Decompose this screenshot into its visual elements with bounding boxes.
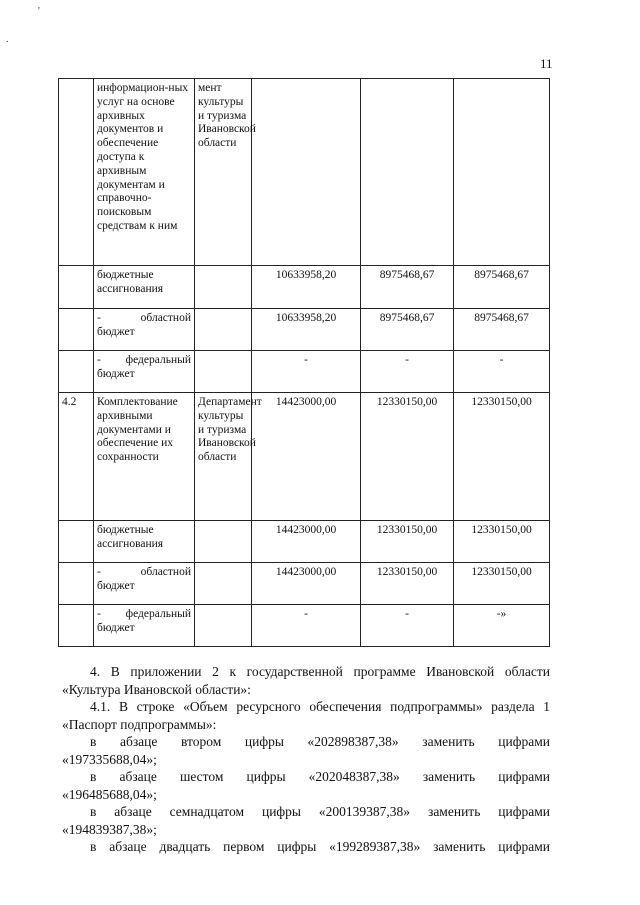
paragraph-line: в абзаце семнадцатом цифры «200139387,38» заменить цифрами xyxy=(90,804,550,819)
table-row xyxy=(59,521,550,563)
paragraph-line: в абзаце втором цифры «202898387,38» заменить цифрами xyxy=(90,734,550,749)
value-cell-2: 12330150,00 xyxy=(361,393,454,521)
row-number-cell xyxy=(59,266,94,309)
row-number-cell xyxy=(59,79,94,266)
activity-name-cell: - областной бюджет xyxy=(94,309,195,351)
scan-mark: ' xyxy=(38,6,40,17)
executor-cell xyxy=(195,605,252,647)
budget-table xyxy=(58,78,550,647)
executor-cell xyxy=(195,266,252,309)
table-row xyxy=(59,605,550,647)
value-cell-3: 8975468,67 xyxy=(454,266,550,309)
value-cell-1: - xyxy=(252,351,361,393)
value-cell-2: 8975468,67 xyxy=(361,266,454,309)
value-cell-3: - xyxy=(454,351,550,393)
executor-cell xyxy=(195,521,252,563)
activity-name-cell: - федеральный бюджет xyxy=(94,605,195,647)
row-number-cell xyxy=(59,309,94,351)
value-cell-3: 12330150,00 xyxy=(454,521,550,563)
activity-name-cell: - областной бюджет xyxy=(94,563,195,605)
executor-cell: мент культуры и туризма Ивановской области xyxy=(195,79,252,266)
paragraph-line: «194839387,38»; xyxy=(62,821,157,837)
value-cell-3: 12330150,00 xyxy=(454,563,550,605)
executor-cell xyxy=(195,563,252,605)
value-cell-1: 10633958,20 xyxy=(252,309,361,351)
paragraph-4: 4. В приложении 2 к государственной программе Ивановской области «Культура Ивановской области»: xyxy=(62,664,550,697)
table-row xyxy=(59,79,550,266)
row-number-cell: 4.2 xyxy=(59,393,94,521)
paragraph-4-1: 4.1. В строке «Объем ресурсного обеспечения подпрограммы» раздела 1 «Паспорт подпрограммы»: xyxy=(62,699,550,732)
value-cell-2 xyxy=(361,79,454,266)
activity-name-cell: бюджетные ассигнования xyxy=(94,521,195,563)
value-cell-2: 12330150,00 xyxy=(361,563,454,605)
activity-name-cell: бюджетные ассигнования xyxy=(94,266,195,309)
row-number-cell xyxy=(59,563,94,605)
value-cell-2: - xyxy=(361,351,454,393)
value-cell-2: 8975468,67 xyxy=(361,309,454,351)
value-cell-3: -» xyxy=(454,605,550,647)
scan-dot: . xyxy=(6,34,9,45)
executor-cell xyxy=(195,351,252,393)
table-row xyxy=(59,393,550,521)
executor-cell: Департамент культуры и туризма Ивановской области xyxy=(195,393,252,521)
value-cell-1: 14423000,00 xyxy=(252,521,361,563)
paragraph-line: «196485688,04»; xyxy=(62,786,157,802)
value-cell-1: - xyxy=(252,605,361,647)
value-cell-2: 12330150,00 xyxy=(361,521,454,563)
value-cell-1: 14423000,00 xyxy=(252,563,361,605)
value-cell-1 xyxy=(252,79,361,266)
table-row xyxy=(59,266,550,309)
executor-cell xyxy=(195,309,252,351)
paragraph-line: в абзаце шестом цифры «202048387,38» заменить цифрами xyxy=(90,769,550,784)
value-cell-2: - xyxy=(361,605,454,647)
value-cell-1: 10633958,20 xyxy=(252,266,361,309)
paragraph-line: в абзаце двадцать первом цифры «199289387,38» заменить цифрами xyxy=(90,839,550,854)
activity-name-cell: информацион-ных услуг на основе архивных документов и обеспечение доступа к архивным документам и справочно-поисковым средствам к ним xyxy=(94,79,195,266)
value-cell-3 xyxy=(454,79,550,266)
paragraph-line: «197335688,04»; xyxy=(62,751,157,767)
value-cell-3: 8975468,67 xyxy=(454,309,550,351)
table-row xyxy=(59,351,550,393)
value-cell-3: 12330150,00 xyxy=(454,393,550,521)
activity-name-cell: Комплектование архивными документами и обеспечение их сохранности xyxy=(94,393,195,521)
activity-name-cell: - федеральный бюджет xyxy=(94,351,195,393)
value-cell-1: 14423000,00 xyxy=(252,393,361,521)
row-number-cell xyxy=(59,605,94,647)
row-number-cell xyxy=(59,521,94,563)
row-number-cell xyxy=(59,351,94,393)
table-row xyxy=(59,563,550,605)
table-row xyxy=(59,309,550,351)
page-number: 11 xyxy=(540,56,553,71)
amendment-text xyxy=(62,663,550,856)
